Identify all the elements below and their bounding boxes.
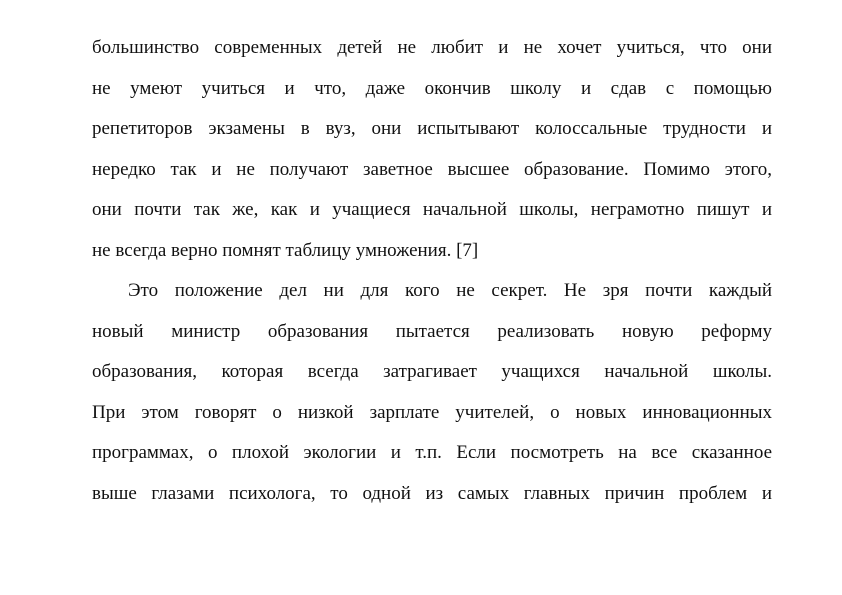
text-line: При этом говорят о низкой зарплате учителей, о новых инновационных	[92, 401, 772, 423]
text-line: выше глазами психолога, то одной из самых главных причин проблем и	[92, 482, 772, 504]
text-line: большинство современных детей не любит и не хочет учиться, что они	[92, 37, 772, 58]
text-line: образования, которая всегда затрагивает учащихся начальной школы.	[92, 361, 772, 382]
text-line: программах, о плохой экологии и т.п. Если посмотреть на все сказанное	[92, 442, 772, 463]
text-line: не всегда верно помнят таблицу умножения. [7]	[92, 239, 479, 261]
text-line: репетиторов экзамены в вуз, они испытывают колоссальные трудности и	[92, 118, 772, 139]
text-line: нередко так и не получают заветное высшее образование. Помимо этого,	[92, 158, 772, 180]
body-text	[92, 28, 772, 514]
text-line: Это положение дел ни для кого не секрет. Не зря почти каждый	[128, 280, 772, 301]
paragraph-1	[92, 28, 772, 271]
text-line: новый министр образования пытается реализовать новую реформу	[92, 320, 772, 342]
text-line: они почти так же, как и учащиеся начальной школы, неграмотно пишут и	[92, 199, 772, 220]
paragraph-2	[92, 271, 772, 514]
text-line: не умеют учиться и что, даже окончив школу и сдав с помощью	[92, 77, 772, 99]
